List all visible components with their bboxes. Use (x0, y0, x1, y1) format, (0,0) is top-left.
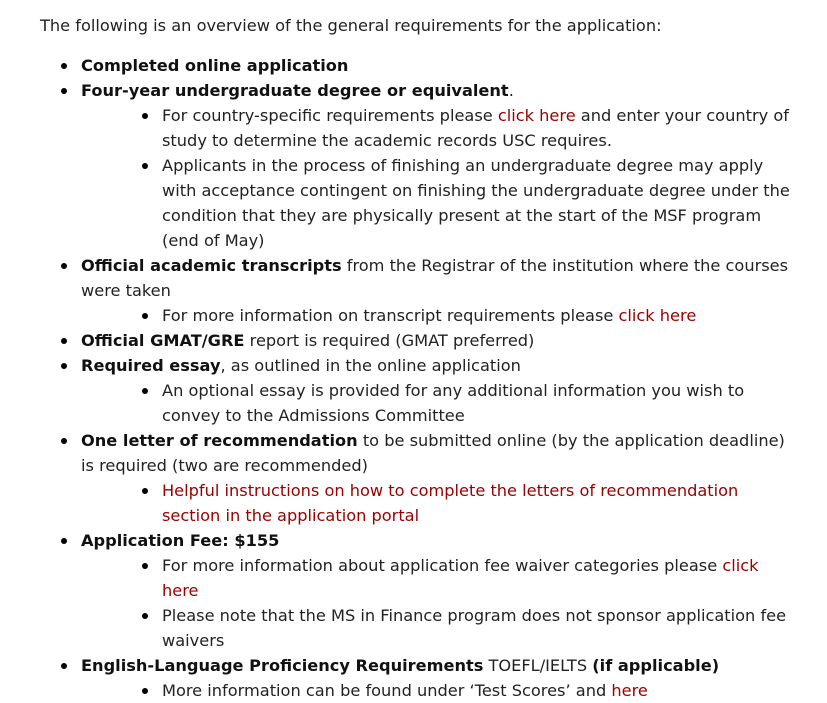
list-item-gmat-gre (40, 328, 800, 353)
item-text: from the Registrar of the institution where the courses were taken (81, 256, 789, 300)
item-title: Official academic transcripts (81, 256, 342, 275)
sub-list (122, 478, 800, 528)
item-text: to be submitted online (by the application deadline) is required (two are recommended) (81, 431, 785, 475)
list-item-english-proficiency (40, 653, 800, 703)
sub-item-optional-essay (81, 378, 800, 428)
item-title: Completed online application (81, 56, 349, 75)
sub-item-text: For more information about application fee waiver categories please (162, 556, 723, 575)
sub-list (122, 378, 800, 428)
recommendation-instructions-link[interactable]: Helpful instructions on how to complete the letters of recommendation section in the application portal (162, 481, 739, 525)
fee-waiver-link[interactable]: click here (162, 556, 759, 600)
item-title: One letter of recommendation (81, 431, 358, 450)
item-title-suffix: (if applicable) (592, 656, 720, 675)
sub-list (122, 303, 800, 328)
item-title: Application Fee: $155 (81, 531, 280, 550)
sub-item-transcript-info (81, 303, 800, 328)
item-text: report is required (GMAT preferred) (244, 331, 535, 350)
item-text: , as outlined in the online application (220, 356, 521, 375)
sub-item-in-process-degree (81, 153, 800, 253)
sub-item-text: and enter your country of study to determine the academic records USC requires. (162, 106, 789, 150)
sub-item-test-scores (81, 678, 800, 703)
sub-item-text: More information can be found under ‘Test Scores’ and (162, 681, 612, 700)
sub-item-recommendation-instructions (81, 478, 800, 528)
country-requirements-link[interactable]: click here (497, 106, 576, 125)
list-item-recommendation (40, 428, 800, 528)
item-title: Official GMAT/GRE (81, 331, 245, 350)
list-item-online-application (40, 53, 800, 78)
requirements-content (40, 13, 800, 703)
sub-item-text: For more information on transcript requirements please (162, 306, 619, 325)
item-title: Four-year undergraduate degree or equivalent (81, 81, 509, 100)
item-title: English-Language Proficiency Requirements (81, 656, 484, 675)
item-text: TOEFL/IELTS (483, 656, 593, 675)
item-title: Required essay (81, 356, 221, 375)
sub-list (122, 678, 800, 703)
sub-item-text: For country-specific requirements please (162, 106, 498, 125)
transcript-requirements-link[interactable]: click here (618, 306, 697, 325)
sub-list (122, 553, 800, 653)
sub-item-fee-waiver (81, 553, 800, 603)
intro-text: The following is an overview of the general requirements for the application: (40, 16, 662, 35)
sub-item-fee-note (81, 603, 800, 653)
requirements-list (40, 53, 800, 703)
list-item-essay (40, 353, 800, 428)
sub-item-text: An optional essay is provided for any additional information you wish to convey to the Admissions Committee (162, 381, 745, 425)
list-item-degree (40, 78, 800, 253)
list-item-transcripts (40, 253, 800, 328)
test-scores-link[interactable]: here (611, 681, 648, 700)
item-text: . (508, 81, 514, 100)
list-item-application-fee (40, 528, 800, 653)
sub-item-text: Please note that the MS in Finance program does not sponsor application fee waivers (162, 606, 787, 650)
sub-list (122, 103, 800, 253)
sub-item-country-requirements (81, 103, 800, 153)
sub-item-text: Applicants in the process of finishing an undergraduate degree may apply with acceptance contingent on finishing the undergraduate degree under the condition that they are physically present at the start of the MSF program (end of May) (162, 156, 790, 250)
